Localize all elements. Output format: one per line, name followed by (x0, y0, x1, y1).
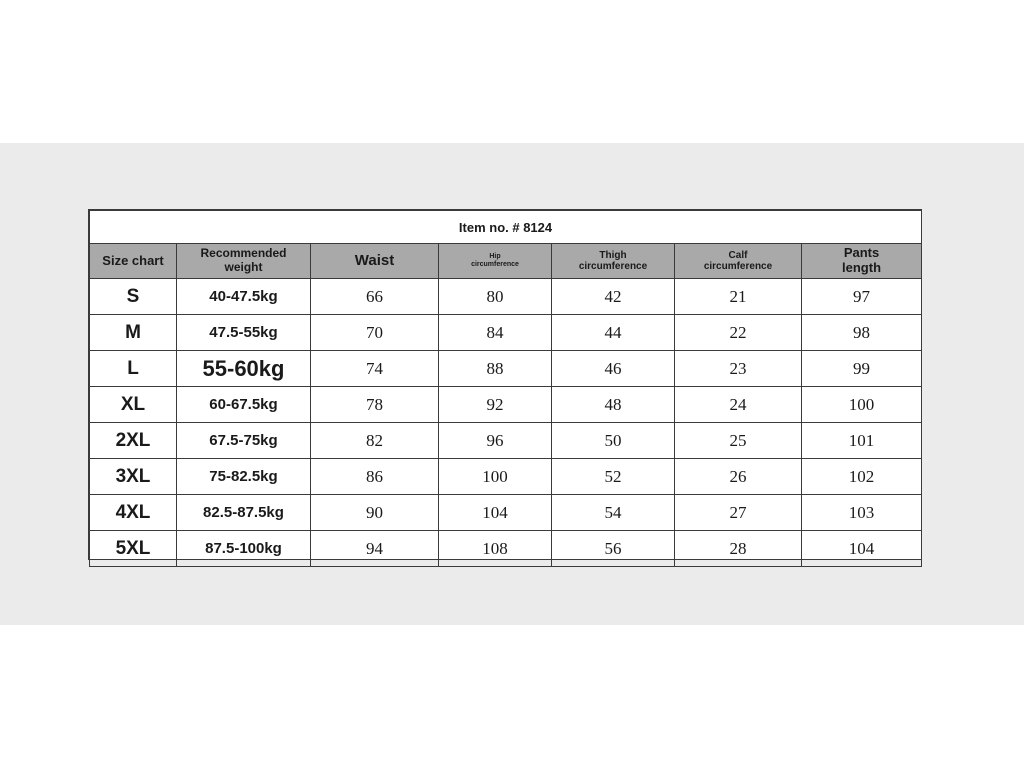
table-row (90, 315, 922, 351)
thigh-cell: 52 (552, 459, 675, 495)
header-hip-line2: circumference (471, 261, 519, 268)
length-cell: 99 (802, 351, 922, 387)
calf-cell: 26 (675, 459, 802, 495)
weight-cell: 60-67.5kg (177, 387, 311, 423)
weight-cell: 47.5-55kg (177, 315, 311, 351)
table-row (90, 423, 922, 459)
thigh-cell: 42 (552, 279, 675, 315)
weight-cell: 40-47.5kg (177, 279, 311, 315)
hip-cell: 92 (439, 387, 552, 423)
size-cell: 2XL (90, 423, 177, 459)
waist-cell: 94 (311, 531, 439, 567)
table-row (90, 279, 922, 315)
size-cell: S (90, 279, 177, 315)
thigh-cell: 48 (552, 387, 675, 423)
table-body (90, 211, 922, 567)
header-size-chart: Size chart (90, 244, 177, 279)
weight-cell: 55-60kg (177, 351, 311, 387)
size-cell: 4XL (90, 495, 177, 531)
table-row (90, 459, 922, 495)
hip-cell: 108 (439, 531, 552, 567)
calf-cell: 27 (675, 495, 802, 531)
table-row (90, 351, 922, 387)
header-hip-circumference (439, 244, 552, 279)
header-calf-line1: Calf (728, 249, 748, 261)
length-cell: 103 (802, 495, 922, 531)
waist-cell: 78 (311, 387, 439, 423)
thigh-cell: 50 (552, 423, 675, 459)
size-cell: M (90, 315, 177, 351)
calf-cell: 24 (675, 387, 802, 423)
weight-cell: 87.5-100kg (177, 531, 311, 567)
length-cell: 100 (802, 387, 922, 423)
hip-cell: 100 (439, 459, 552, 495)
waist-cell: 66 (311, 279, 439, 315)
header-weight-line1: Recommended (200, 246, 287, 261)
length-cell: 98 (802, 315, 922, 351)
waist-cell: 70 (311, 315, 439, 351)
hip-cell: 84 (439, 315, 552, 351)
header-thigh-line2: circumference (578, 261, 648, 272)
hip-cell: 88 (439, 351, 552, 387)
length-cell: 101 (802, 423, 922, 459)
waist-cell: 90 (311, 495, 439, 531)
calf-cell: 23 (675, 351, 802, 387)
weight-cell: 82.5-87.5kg (177, 495, 311, 531)
calf-cell: 28 (675, 531, 802, 567)
calf-cell: 21 (675, 279, 802, 315)
header-thigh-circumference (552, 244, 675, 279)
size-cell: 5XL (90, 531, 177, 567)
header-calf-circumference (675, 244, 802, 279)
size-chart-table (89, 210, 922, 567)
calf-cell: 25 (675, 423, 802, 459)
hip-cell: 96 (439, 423, 552, 459)
size-chart (88, 209, 922, 560)
title-row (90, 211, 922, 244)
thigh-cell: 54 (552, 495, 675, 531)
header-length-line2: length (842, 260, 882, 275)
header-weight-line2: weight (224, 260, 263, 274)
thigh-cell: 56 (552, 531, 675, 567)
size-cell: XL (90, 387, 177, 423)
thigh-cell: 46 (552, 351, 675, 387)
header-length-line1: Pants (843, 245, 880, 261)
thigh-cell: 44 (552, 315, 675, 351)
header-row (90, 244, 922, 279)
table-row (90, 495, 922, 531)
waist-cell: 74 (311, 351, 439, 387)
header-thigh-line1: Thigh (599, 249, 627, 261)
size-cell: 3XL (90, 459, 177, 495)
length-cell: 102 (802, 459, 922, 495)
item-number-title: Item no. # 8124 (90, 211, 922, 244)
size-cell: L (90, 351, 177, 387)
weight-cell: 67.5-75kg (177, 423, 311, 459)
header-calf-line2: circumference (703, 261, 773, 272)
header-hip-line1: Hip (489, 252, 501, 260)
waist-cell: 86 (311, 459, 439, 495)
calf-cell: 22 (675, 315, 802, 351)
hip-cell: 80 (439, 279, 552, 315)
length-cell: 97 (802, 279, 922, 315)
weight-cell: 75-82.5kg (177, 459, 311, 495)
length-cell: 104 (802, 531, 922, 567)
header-pants-length (802, 244, 922, 279)
table-row (90, 387, 922, 423)
waist-cell: 82 (311, 423, 439, 459)
header-waist: Waist (311, 244, 439, 279)
table-row (90, 531, 922, 567)
hip-cell: 104 (439, 495, 552, 531)
header-recommended-weight (177, 244, 311, 279)
